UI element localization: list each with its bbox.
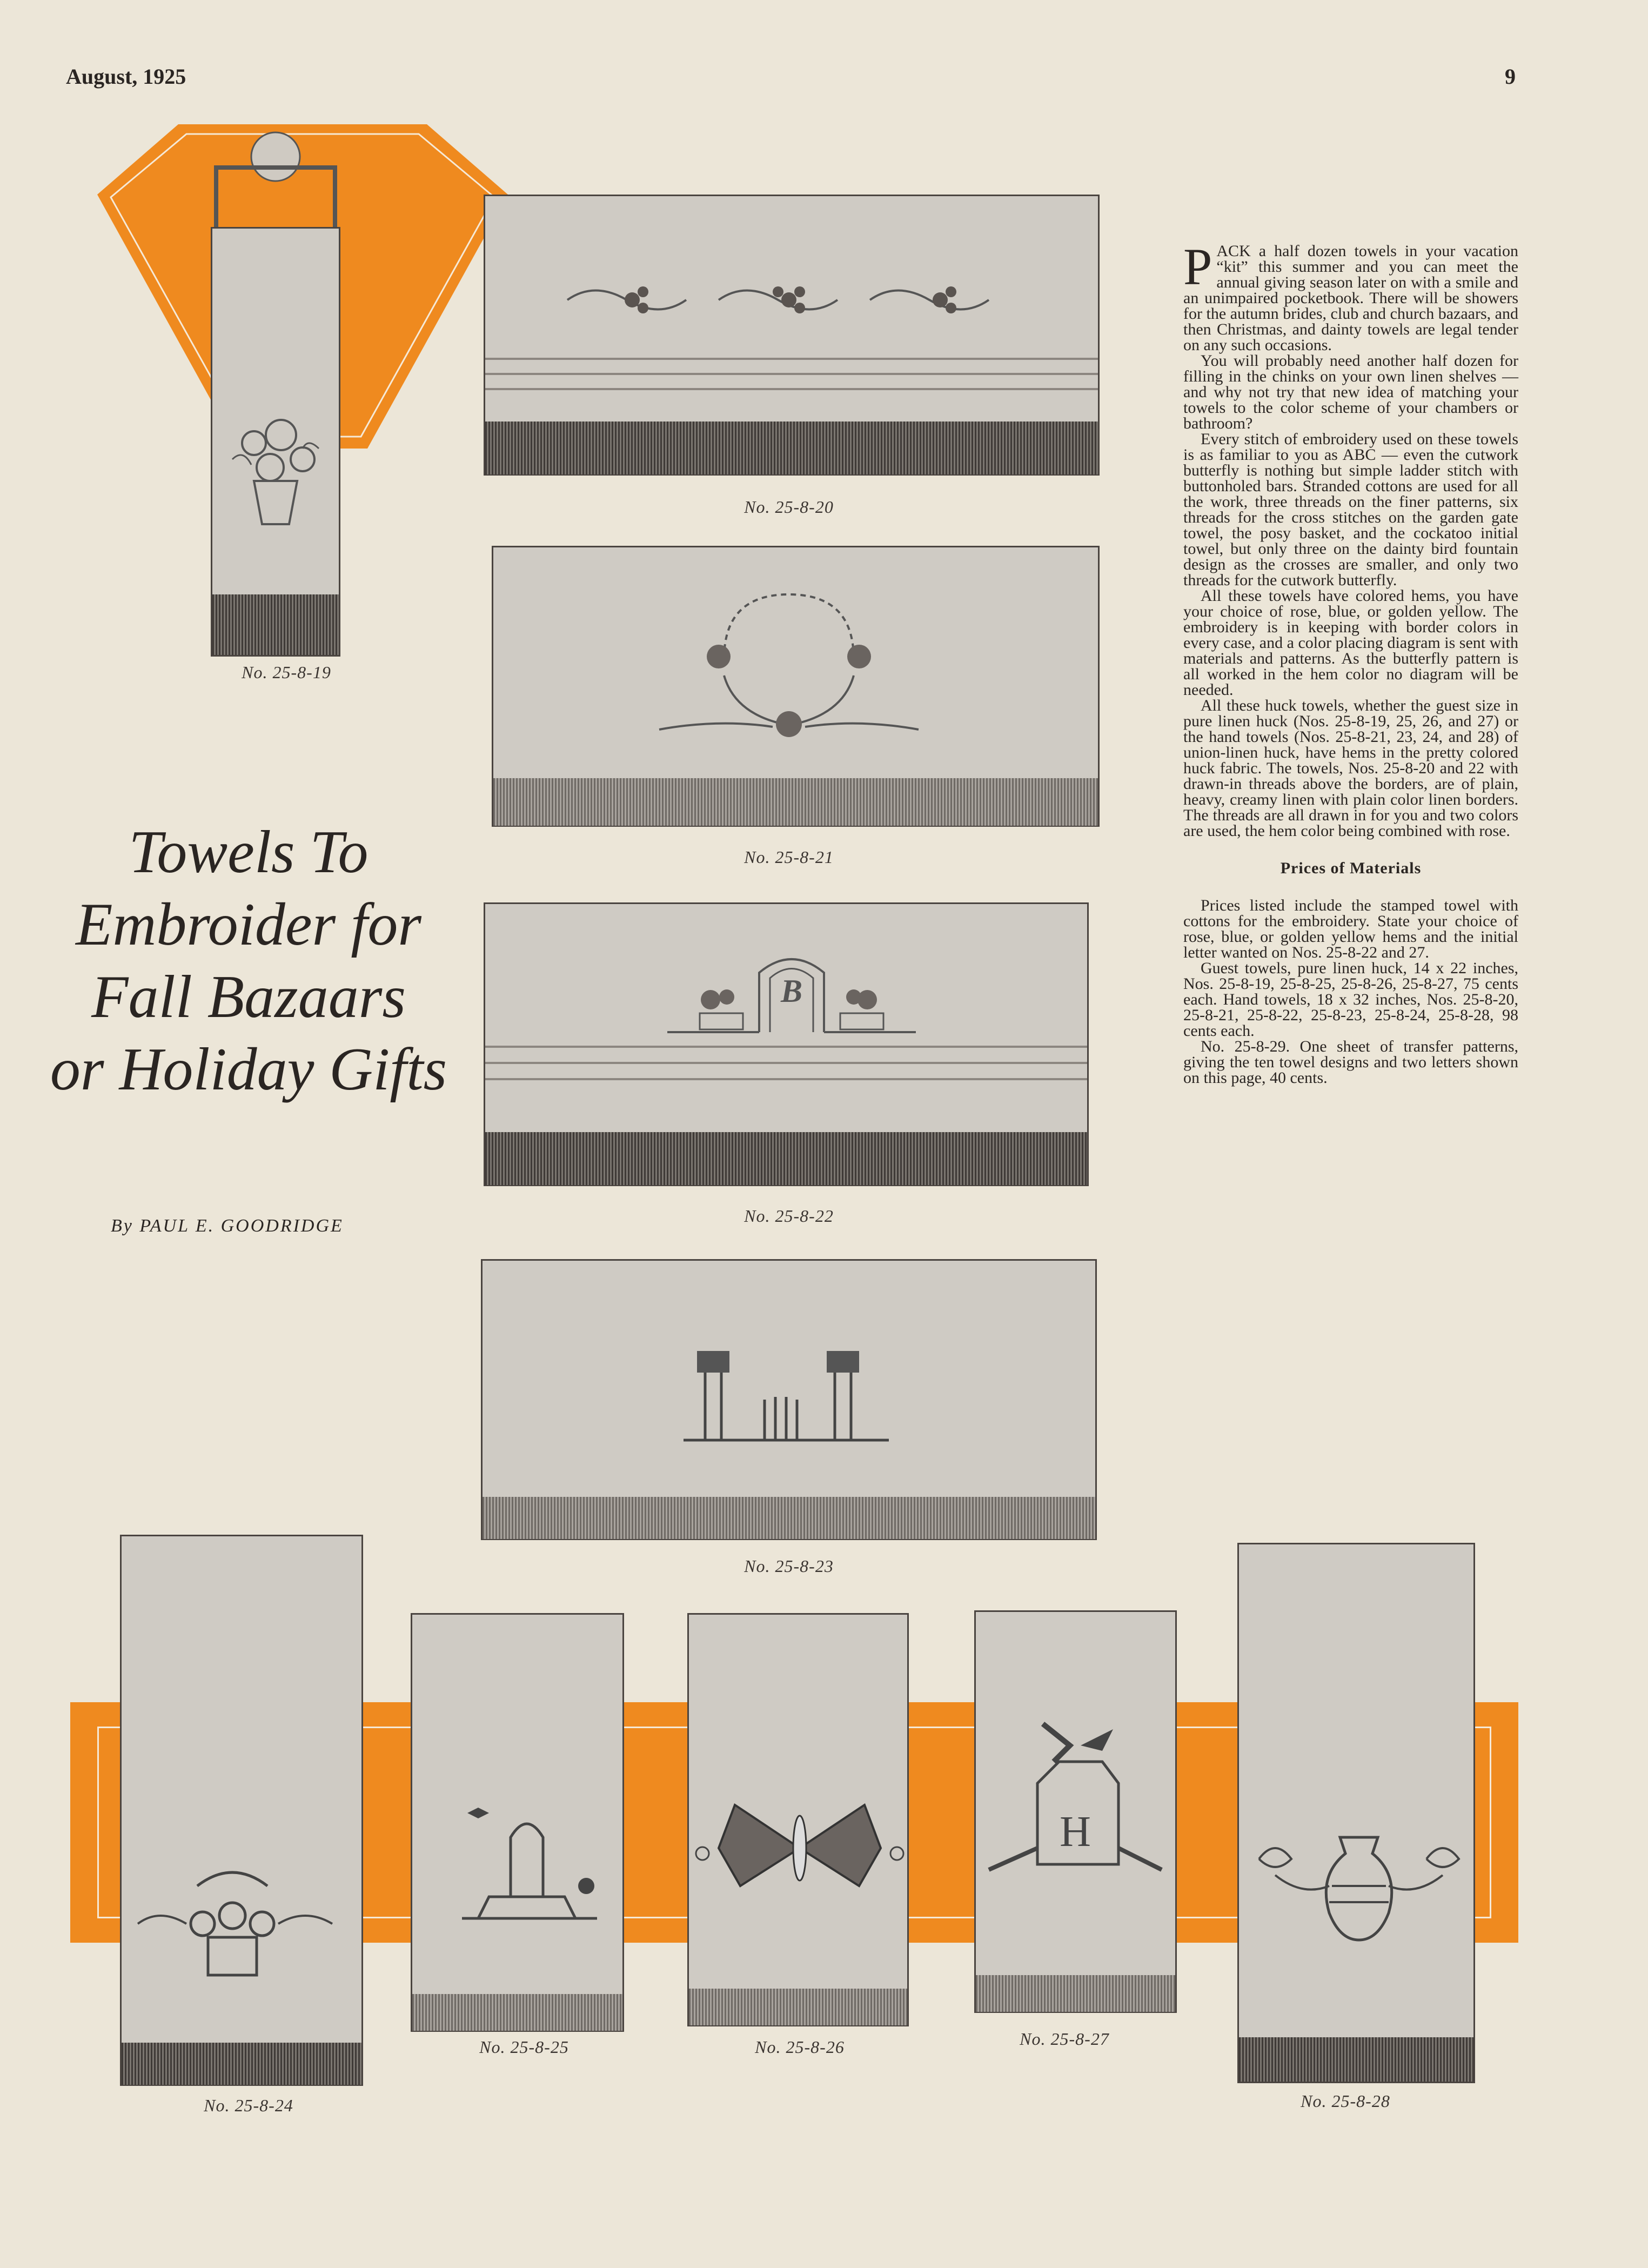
- caption-25-8-22: No. 25-8-22: [744, 1206, 834, 1226]
- garden-gate-embroidery-icon: [673, 1351, 900, 1443]
- paragraph-1: ACK a half dozen towels in your vacation “kit” this summer and you can meet the annual giving season later on with a smile and an unimpaired pocketbook. There will be showers for the autumn brides, club and church bazaars, and then Christmas, and dainty towels are legal tender on any such occasions.: [1183, 242, 1518, 354]
- wreath-embroidery-icon: [654, 584, 924, 751]
- towel-hem: [1239, 2037, 1473, 2082]
- paragraph-6: Prices listed include the stamped towel with cottons for the embroidery. State your choice of rose, blue, or golden yellow hems and the initial letter wanted on Nos. 25-8-22 and 27.: [1183, 897, 1518, 961]
- page-number: 9: [1505, 64, 1516, 89]
- monogram-letter: B: [781, 973, 803, 1009]
- drop-cap: P: [1183, 238, 1212, 296]
- butterfly-embroidery-icon: [692, 1794, 908, 1902]
- caption-25-8-27: No. 25-8-27: [1020, 2029, 1109, 2049]
- towel-hem: [976, 1975, 1175, 2012]
- flower-scroll-border-icon: [562, 276, 1016, 324]
- caption-25-8-21: No. 25-8-21: [744, 847, 834, 867]
- towel-rack: [200, 124, 351, 243]
- towel-hem: [212, 594, 339, 655]
- byline: By PAUL E. GOODRIDGE: [111, 1216, 344, 1236]
- towel-body: [1237, 1543, 1475, 2083]
- bird-fountain-embroidery-icon: [446, 1799, 608, 1935]
- caption-25-8-23: No. 25-8-23: [744, 1556, 834, 1576]
- paragraph-5: All these huck towels, whether the guest size in pure linen huck (Nos. 25-8-19, 25, 26, and 27) or the hand towels (Nos. 25-8-21, 23, 24, and 28) of union-linen huck, have hems in the pretty colored huck fabric. The towels, Nos. 25-8-20 and 22 with drawn-in threads above the borders, are of plain, heavy, creamy linen with plain color linen borders. The threads are all drawn in for you and two colors are used, the hem color being combined with rose.: [1183, 697, 1518, 840]
- caption-25-8-25: No. 25-8-25: [479, 2037, 569, 2057]
- towel-body: [120, 1535, 363, 2086]
- cockatoo-initial-embroidery-icon: [978, 1713, 1173, 1891]
- vase-ribbon-embroidery-icon: [1243, 1827, 1475, 1951]
- towel-hem: [122, 2043, 361, 2085]
- towel-hem: [689, 1989, 907, 2025]
- issue-date: August, 1925: [66, 64, 186, 89]
- towel-hem: [412, 1994, 622, 2031]
- prices-subhead: Prices of Materials: [1280, 859, 1422, 877]
- towel-hem: [493, 778, 1098, 826]
- paragraph-7: Guest towels, pure linen huck, 14 x 22 inches, Nos. 25-8-19, 25-8-25, 25-8-26, 25-8-27, 75 cents each. Hand towels, 18 x 32 inches, Nos. 25-8-20, 25-8-21, 25-8-22, 25-8-23, 25-8-24, 25-8-28, 98 cents each.: [1183, 959, 1518, 1040]
- caption-25-8-19: No. 25-8-19: [242, 663, 331, 682]
- caption-25-8-28: No. 25-8-28: [1301, 2091, 1390, 2111]
- title-line-3: Fall Bazaars: [91, 964, 406, 1031]
- paragraph-8: No. 25-8-29. One sheet of transfer patterns, giving the ten towel designs and two letters shown on this page, 40 cents.: [1183, 1038, 1518, 1087]
- monogram-letter: H: [1060, 1808, 1091, 1856]
- towel-hem: [485, 422, 1098, 474]
- paragraph-4: All these towels have colored hems, you have your choice of rose, blue, or golden yellow. The embroidery is in keeping with border colors in every case, and a color placing diagram is sent with materials and patterns. As the butterfly pattern is all worked in the hem color no diagram will be needed.: [1183, 587, 1518, 699]
- caption-25-8-26: No. 25-8-26: [755, 2037, 845, 2057]
- flower-basket-embroidery-icon: [222, 405, 330, 535]
- article-body: [1183, 238, 1518, 1087]
- caption-25-8-20: No. 25-8-20: [744, 497, 834, 517]
- towel-hem: [485, 1132, 1087, 1185]
- title-line-2: Embroider for: [76, 891, 421, 958]
- title-line-4: or Holiday Gifts: [50, 1036, 447, 1103]
- article-title: [43, 816, 454, 1106]
- posy-basket-embroidery-icon: [127, 1864, 343, 1978]
- title-line-1: Towels To: [129, 819, 369, 886]
- towel-hem: [483, 1497, 1095, 1539]
- paragraph-3: Every stitch of embroidery used on these towels is as familiar to you as ABC — even the cutwork butterfly is nothing but simple ladder stitch with buttonholed bars. Stranded cottons are used for all the work, three threads on the finer patterns, six threads for the cross stitches on the garden gate towel, the posy basket, and the cockatoo initial towel, but only three on the dainty bird fountain design as the crosses are smaller, and only two threads for the cutwork butterfly.: [1183, 430, 1518, 589]
- paragraph-2: You will probably need another half dozen for filling in the chinks on your own linen shelves — and why not try that new idea of matching your towels to the color scheme of your chambers or bathroom?: [1183, 352, 1518, 432]
- caption-25-8-24: No. 25-8-24: [204, 2096, 293, 2115]
